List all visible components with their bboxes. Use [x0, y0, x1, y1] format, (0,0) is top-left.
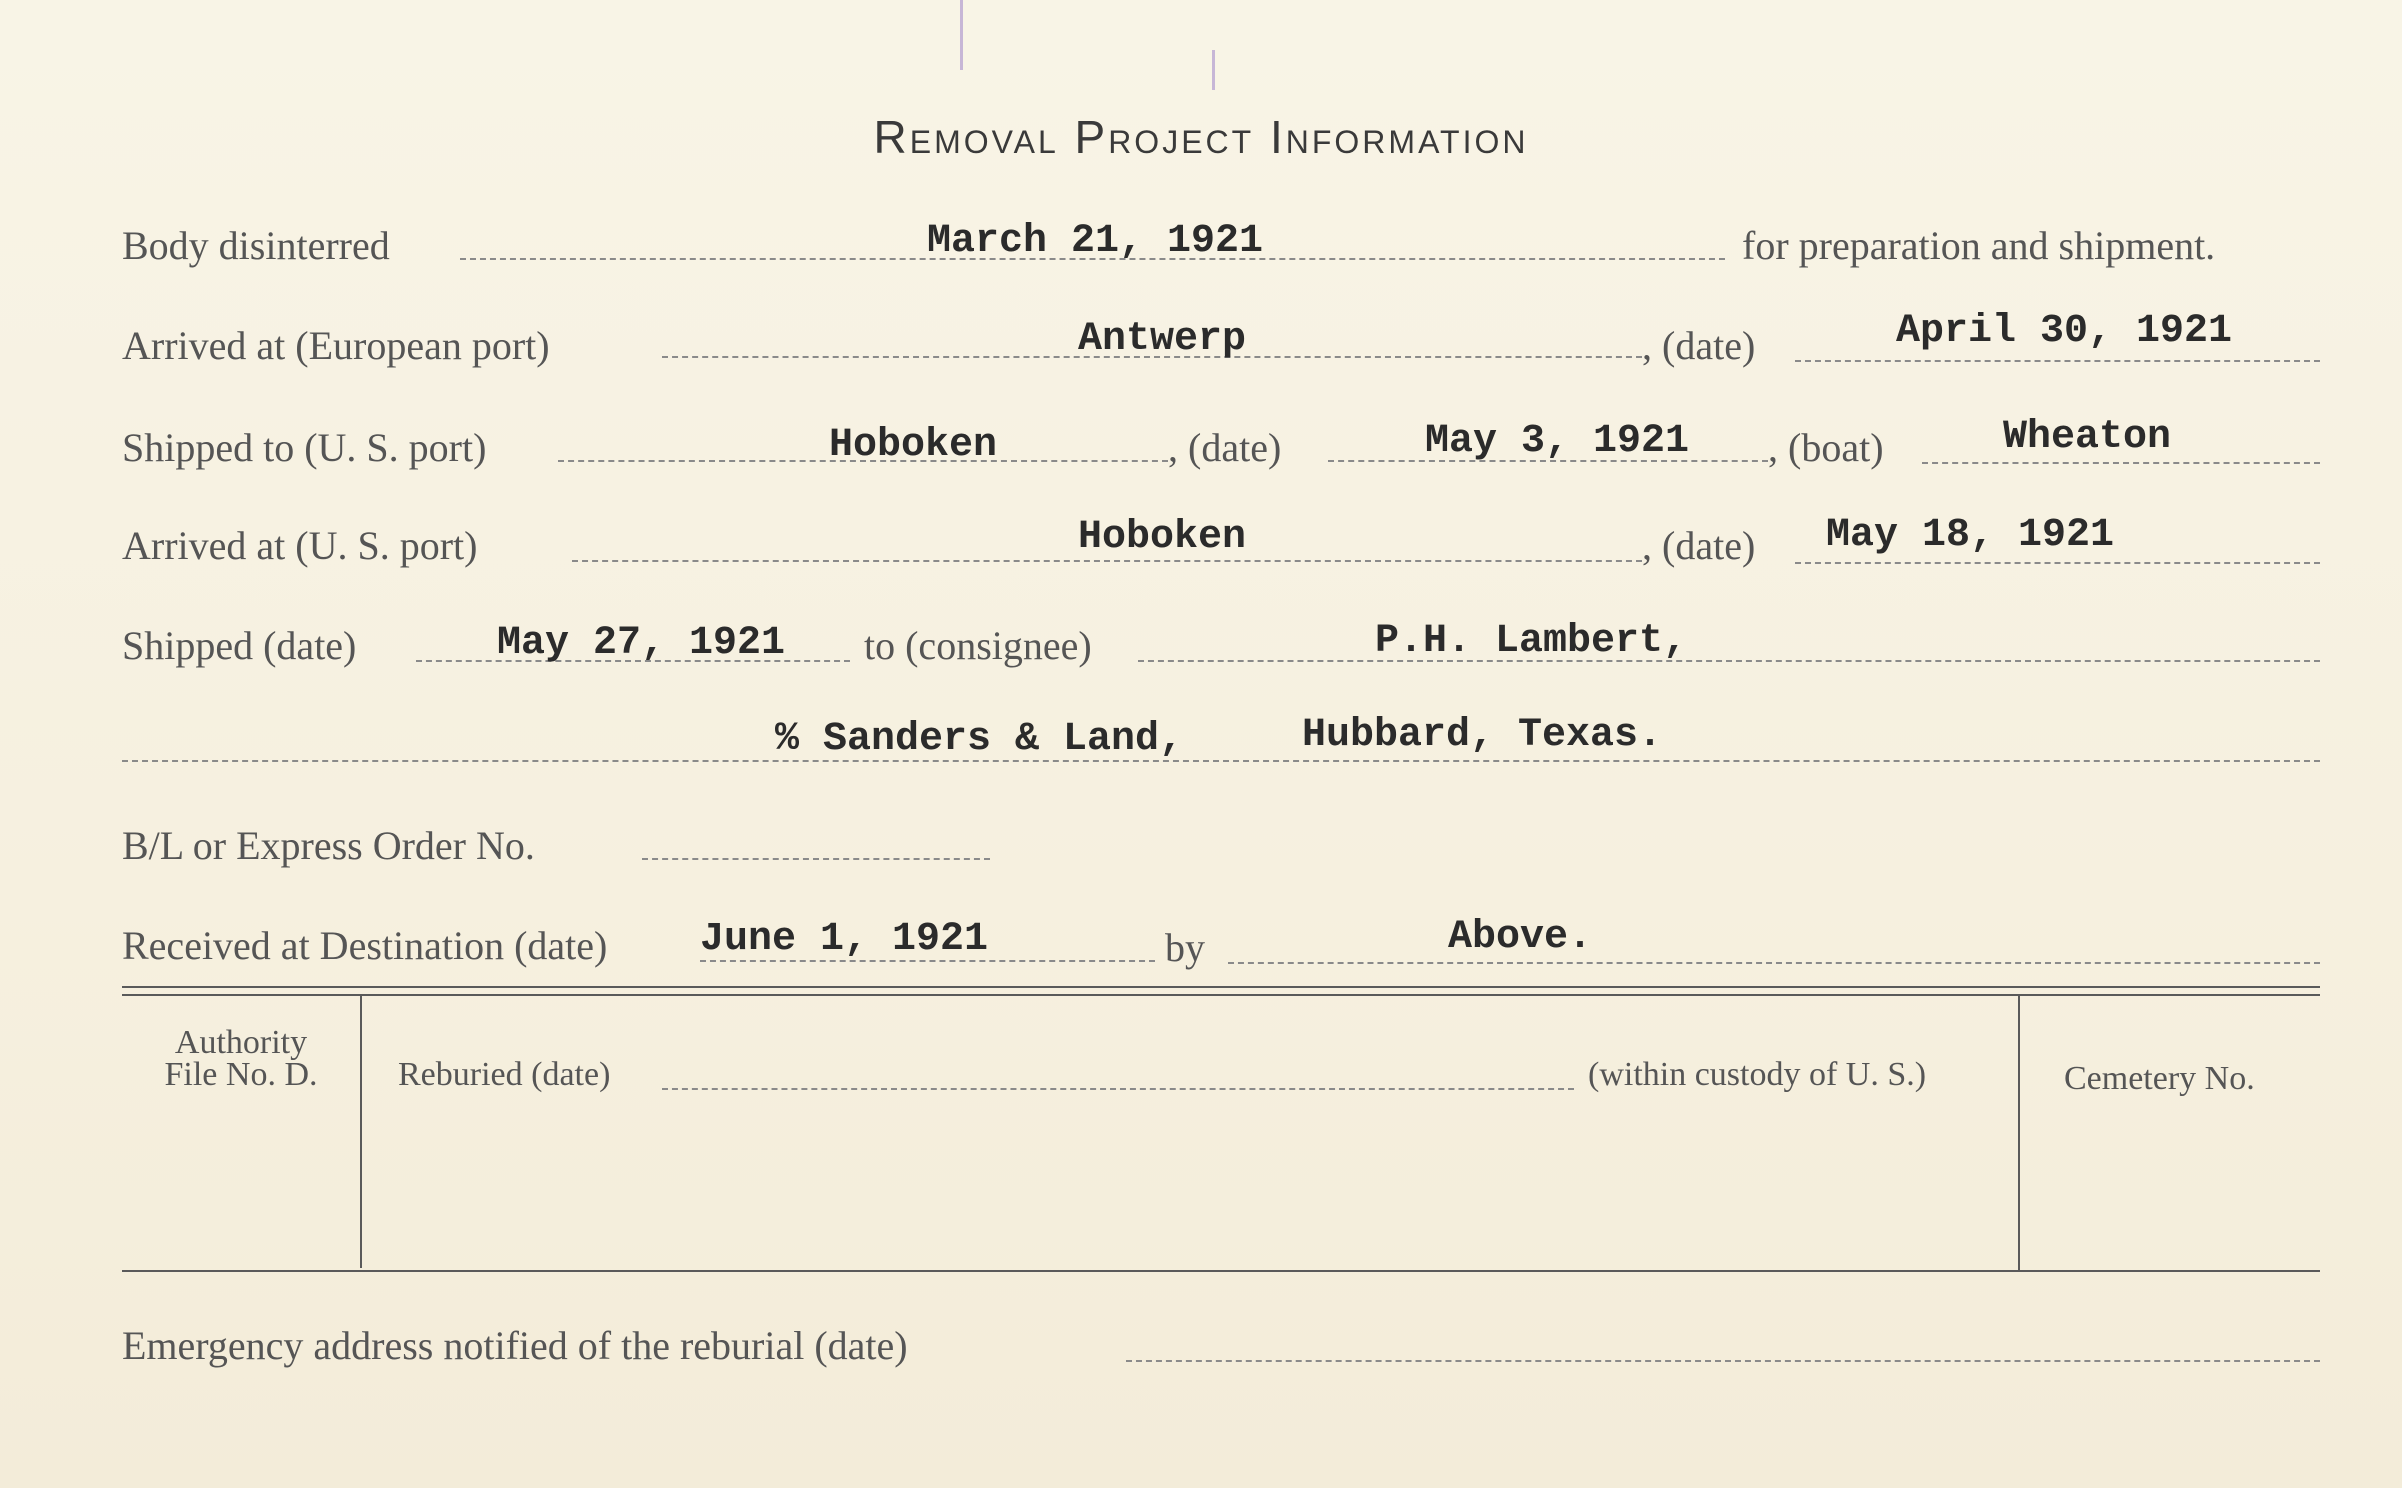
reburied-line: [662, 1088, 1574, 1090]
shipped-us-boat: Wheaton: [2003, 415, 2172, 460]
shipped-label: Shipped (date): [122, 623, 357, 668]
bl-line: [642, 858, 990, 860]
shipped-us-label: Shipped to (U. S. port): [122, 425, 487, 470]
consignee-label: to (consignee): [864, 623, 1092, 668]
arrived-eu-date-line: [1795, 360, 2320, 362]
consignee-line: [1138, 660, 2320, 662]
emergency-label: Emergency address notified of the reburial (date): [122, 1323, 908, 1368]
arrived-us-date: May 18, 1921: [1826, 513, 2115, 558]
ink-stain: [1212, 50, 1215, 90]
address-care-of: % Sanders & Land,: [775, 717, 1184, 762]
table-divider-left: [360, 996, 362, 1268]
cemetery-label: Cemetery No.: [2064, 1060, 2255, 1097]
table-top-rule-inner: [122, 994, 2320, 996]
disinterred-value: March 21, 1921: [926, 219, 1264, 264]
address-line: [122, 760, 2320, 762]
received-by: Above.: [1448, 915, 1593, 960]
table-top-rule: [122, 986, 2320, 988]
arrived-eu-label: Arrived at (European port): [122, 323, 550, 368]
shipped-us-date: May 3, 1921: [1425, 419, 1690, 464]
arrived-us-date-line: [1795, 562, 2320, 564]
arrived-eu-date-label: , (date): [1642, 323, 1756, 368]
table-divider-right: [2018, 996, 2020, 1272]
arrived-us-line: [572, 560, 1642, 562]
address-city: Hubbard, Texas.: [1302, 713, 1663, 758]
disinterred-label: Body disinterred: [122, 223, 390, 268]
authority-line1: Authority: [174, 1024, 308, 1061]
received-date: June 1, 1921: [700, 917, 989, 962]
authority-line2: File No. D.: [164, 1056, 318, 1093]
shipped-date: May 27, 1921: [497, 621, 786, 666]
consignee-value: P.H. Lambert,: [1375, 619, 1688, 664]
ink-stain: [960, 0, 963, 70]
arrived-us-date-label: , (date): [1642, 523, 1756, 568]
received-by-label: by: [1165, 925, 1205, 970]
arrived-eu-date: April 30, 1921: [1896, 309, 2233, 354]
custody-label: (within custody of U. S.): [1588, 1056, 1927, 1093]
disinterred-suffix: for preparation and shipment.: [1742, 223, 2216, 268]
reburied-label: Reburied (date): [398, 1056, 611, 1093]
arrived-eu-value: Antwerp: [1077, 317, 1247, 362]
table-bottom-rule: [122, 1270, 2320, 1272]
shipped-us-value: Hoboken: [828, 423, 998, 468]
bl-label: B/L or Express Order No.: [122, 823, 535, 868]
arrived-us-label: Arrived at (U. S. port): [122, 523, 478, 568]
shipped-us-date-label: , (date): [1168, 425, 1282, 470]
emergency-line: [1126, 1360, 2320, 1362]
received-by-line: [1228, 962, 2320, 964]
card-title: Removal Project Information: [873, 111, 1529, 163]
shipped-us-boat-line: [1922, 462, 2320, 464]
arrived-us-value: Hoboken: [1077, 515, 1247, 560]
shipped-us-boat-label: , (boat): [1768, 425, 1884, 470]
received-label: Received at Destination (date): [122, 923, 608, 968]
